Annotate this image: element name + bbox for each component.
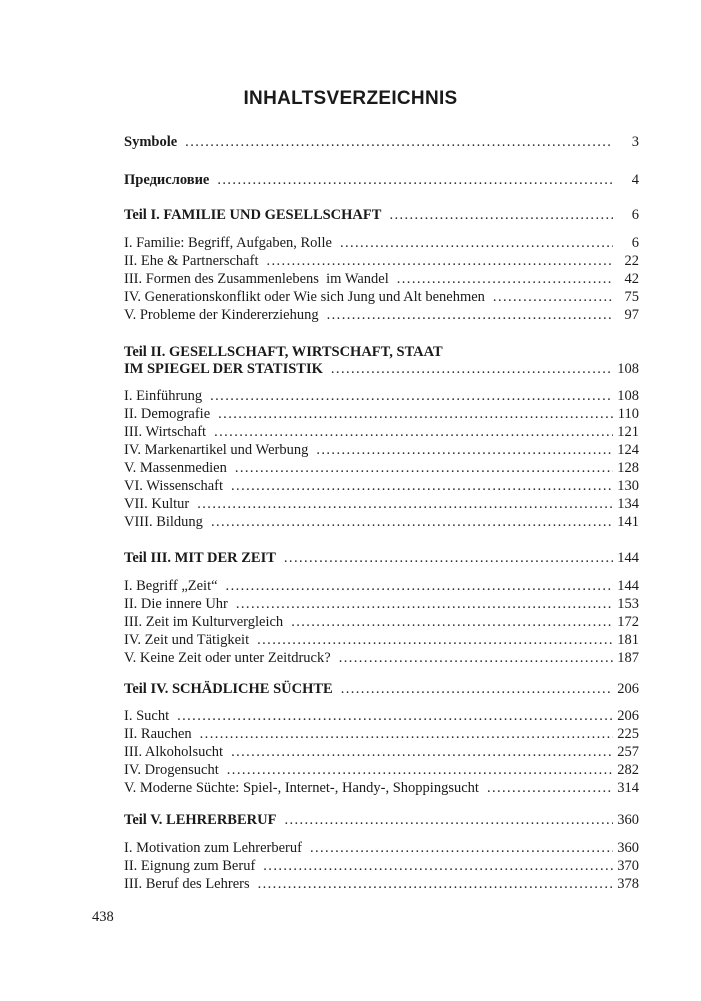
toc-entry-page: 206 — [617, 708, 639, 724]
toc-entry-label: IM SPIEGEL DER STATISTIK — [124, 361, 323, 377]
toc-entry-label: Предисловие — [124, 172, 210, 188]
toc-part-heading[interactable] — [124, 207, 639, 224]
toc-chapter[interactable] — [124, 388, 639, 405]
toc-entry-page: 121 — [617, 424, 639, 440]
toc-entry-page: 314 — [617, 780, 639, 796]
dot-leader — [340, 235, 613, 252]
toc-entry-label: I. Begriff „Zeit“ — [124, 578, 218, 594]
toc-entry-label: IV. Markenartikel und Werbung — [124, 442, 309, 458]
toc-entry-page: 110 — [617, 406, 639, 422]
dot-leader — [200, 726, 613, 743]
toc-entry-page: 144 — [617, 550, 639, 566]
toc-entry-label: Teil III. MIT DER ZEIT — [124, 550, 276, 566]
toc-chapter[interactable] — [124, 876, 639, 893]
toc-entry-symbole[interactable] — [124, 134, 639, 151]
toc-entry-page: 153 — [617, 596, 639, 612]
toc-entry-label: VIII. Bildung — [124, 514, 203, 530]
toc-entry-label: II. Demografie — [124, 406, 211, 422]
toc-entry-page: 187 — [617, 650, 639, 666]
toc-entry-label: IV. Drogensucht — [124, 762, 219, 778]
dot-leader — [331, 361, 613, 378]
toc-chapter[interactable] — [124, 424, 639, 441]
toc-part-heading[interactable] — [124, 361, 639, 378]
dot-leader — [210, 388, 613, 405]
toc-entry-page: 257 — [617, 744, 639, 760]
toc-entry-page: 124 — [617, 442, 639, 458]
toc-entry-page: 134 — [617, 496, 639, 512]
toc-entry-label: Symbole — [124, 134, 178, 150]
toc-entry-page: 128 — [617, 460, 639, 476]
toc-chapter[interactable] — [124, 478, 639, 495]
dot-leader — [177, 708, 613, 725]
dot-leader — [231, 744, 613, 761]
toc-entry-page: 360 — [617, 840, 639, 856]
dot-leader — [341, 681, 613, 698]
dot-leader — [389, 207, 613, 224]
toc-chapter[interactable] — [124, 632, 639, 649]
toc-chapter[interactable] — [124, 406, 639, 423]
toc-chapter[interactable] — [124, 596, 639, 613]
toc-chapter[interactable] — [124, 235, 639, 252]
toc-entry-label: I. Einführung — [124, 388, 203, 404]
toc-entry-page: 6 — [631, 235, 639, 251]
toc-chapter[interactable] — [124, 442, 639, 459]
toc-entry-page: 225 — [617, 726, 639, 742]
dot-leader — [235, 460, 613, 477]
toc-entry-label: Teil V. LEHRERBERUF — [124, 812, 277, 828]
toc-chapter[interactable] — [124, 726, 639, 743]
dot-leader — [493, 289, 613, 306]
toc-chapter[interactable] — [124, 496, 639, 513]
toc-entry-page: 130 — [617, 478, 639, 494]
dot-leader — [211, 514, 613, 531]
dot-leader — [217, 172, 613, 189]
toc-entry-label: III. Zeit im Kulturvergleich — [124, 614, 284, 630]
dot-leader — [284, 550, 613, 567]
toc-entry-label: IV. Zeit und Tätigkeit — [124, 632, 250, 648]
toc-entry-label: VI. Wissenschaft — [124, 478, 224, 494]
dot-leader — [257, 632, 613, 649]
toc-chapter[interactable] — [124, 614, 639, 631]
toc-entry-page: 378 — [617, 876, 639, 892]
toc-entry-label: III. Wirtschaft — [124, 424, 207, 440]
toc-chapter[interactable] — [124, 307, 639, 324]
toc-entry-page: 144 — [617, 578, 639, 594]
toc-entry-label: I. Familie: Begriff, Aufgaben, Rolle — [124, 235, 332, 251]
toc-entry-label: III. Formen des Zusammenlebens im Wandel — [124, 271, 389, 287]
toc-part-heading[interactable] — [124, 550, 639, 567]
toc-chapter[interactable] — [124, 271, 639, 288]
toc-entry-preface[interactable] — [124, 172, 639, 189]
toc-entry-page: 42 — [624, 271, 639, 287]
page-title: INHALTSVERZEICHNIS — [243, 88, 458, 109]
dot-leader — [487, 780, 613, 797]
toc-entry-page: 3 — [631, 134, 639, 150]
toc-part-heading[interactable] — [124, 812, 639, 829]
toc-entry-page: 6 — [631, 207, 639, 223]
toc-entry-label: V. Keine Zeit oder unter Zeitdruck? — [124, 650, 331, 666]
toc-entry-label: III. Beruf des Lehrers — [124, 876, 250, 892]
toc-chapter[interactable] — [124, 708, 639, 725]
dot-leader — [218, 406, 613, 423]
toc-entry-page: 97 — [624, 307, 639, 323]
toc-part-heading[interactable] — [124, 681, 639, 698]
toc-entry-label: III. Alkoholsucht — [124, 744, 224, 760]
toc-chapter[interactable] — [124, 744, 639, 761]
toc-chapter[interactable] — [124, 578, 639, 595]
toc-entry-label: II. Die innere Uhr — [124, 596, 228, 612]
dot-leader — [316, 442, 613, 459]
toc-entry-label: II. Eignung zum Beruf — [124, 858, 256, 874]
dot-leader — [231, 478, 613, 495]
dot-leader — [397, 271, 613, 288]
dot-leader — [263, 858, 613, 875]
toc-entry-page: 4 — [631, 172, 639, 188]
toc-entry-label: II. Ehe & Partnerschaft — [124, 253, 259, 269]
toc-chapter[interactable] — [124, 460, 639, 477]
toc-entry-page: 172 — [617, 614, 639, 630]
toc-entry-label: V. Moderne Süchte: Spiel-, Internet-, Handy-, Shoppingsucht — [124, 780, 479, 796]
toc-chapter[interactable] — [124, 762, 639, 779]
dot-leader — [236, 596, 613, 613]
toc-entry-label: Teil I. FAMILIE UND GESELLSCHAFT — [124, 207, 382, 223]
dot-leader — [227, 762, 613, 779]
toc-part-heading-line1: Teil II. GESELLSCHAFT, WIRTSCHAFT, STAAT — [124, 344, 443, 360]
dot-leader — [284, 812, 613, 829]
toc-entry-page: 282 — [617, 762, 639, 778]
toc-chapter[interactable] — [124, 780, 639, 797]
toc-entry-page: 108 — [617, 361, 639, 377]
toc-chapter[interactable] — [124, 650, 639, 667]
toc-entry-label: V. Probleme der Kindererziehung — [124, 307, 319, 323]
toc-entry-page: 141 — [617, 514, 639, 530]
toc-chapter[interactable] — [124, 289, 639, 306]
dot-leader — [214, 424, 613, 441]
dot-leader — [339, 650, 613, 667]
toc-entry-page: 370 — [617, 858, 639, 874]
toc-entry-label: I. Sucht — [124, 708, 170, 724]
toc-entry-page: 108 — [617, 388, 639, 404]
dot-leader — [291, 614, 613, 631]
dot-leader — [185, 134, 613, 151]
toc-entry-label: V. Massenmedien — [124, 460, 227, 476]
dot-leader — [310, 840, 613, 857]
toc-entry-label: I. Motivation zum Lehrerberuf — [124, 840, 302, 856]
dot-leader — [266, 253, 613, 270]
page-number: 438 — [92, 909, 114, 925]
toc-entry-page: 206 — [617, 681, 639, 697]
dot-leader — [226, 578, 613, 595]
toc-chapter[interactable] — [124, 253, 639, 270]
toc-chapter[interactable] — [124, 840, 639, 857]
toc-entry-label: II. Rauchen — [124, 726, 192, 742]
toc-entry-label: Teil IV. SCHÄDLICHE SÜCHTE — [124, 681, 333, 697]
toc-entry-page: 181 — [617, 632, 639, 648]
toc-entry-page: 360 — [617, 812, 639, 828]
dot-leader — [327, 307, 613, 324]
dot-leader — [258, 876, 613, 893]
toc-entry-label: VII. Kultur — [124, 496, 190, 512]
toc-entry-page: 75 — [624, 289, 639, 305]
toc-entry-page: 22 — [624, 253, 639, 269]
dot-leader — [197, 496, 613, 513]
toc-chapter[interactable] — [124, 514, 639, 531]
toc-entry-label: IV. Generationskonflikt oder Wie sich Jung und Alt benehmen — [124, 289, 485, 305]
toc-chapter[interactable] — [124, 858, 639, 875]
